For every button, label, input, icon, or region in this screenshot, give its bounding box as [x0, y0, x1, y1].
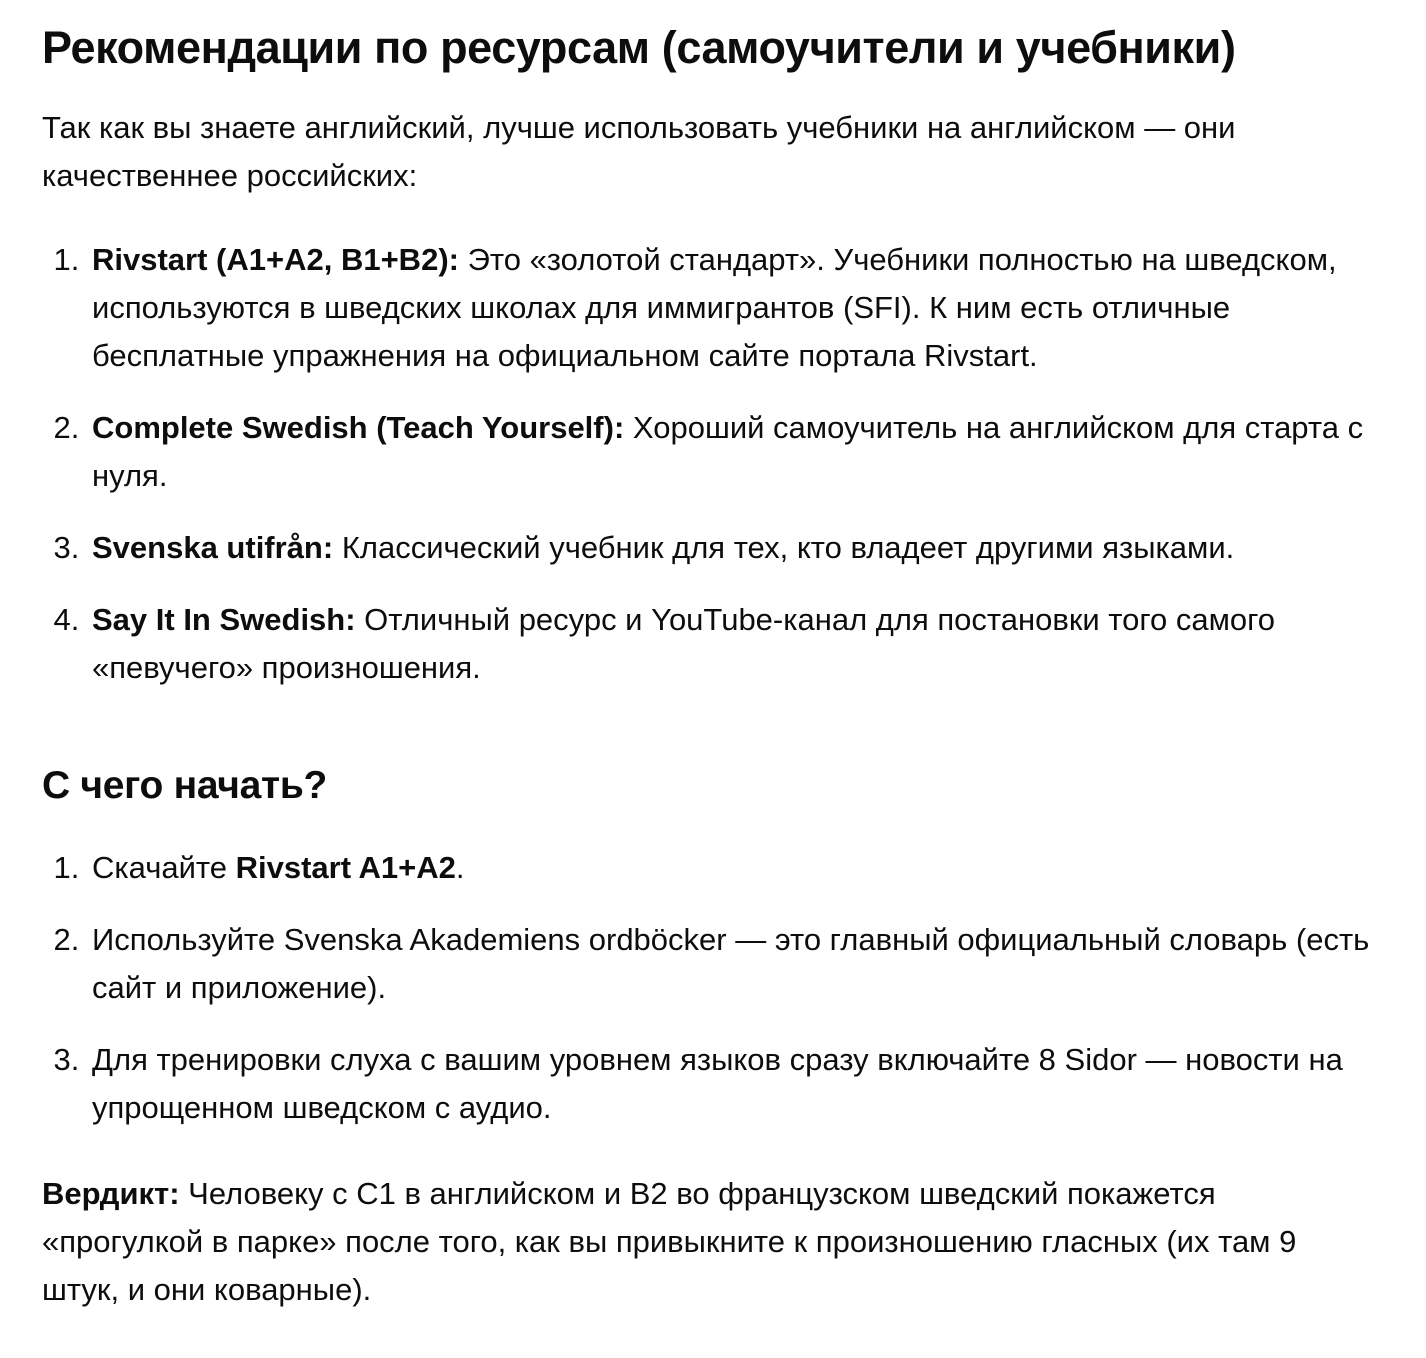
resource-description: Классический учебник для тех, кто владеет другими языками.: [333, 530, 1235, 565]
list-item: [88, 1036, 1380, 1132]
list-item: [88, 524, 1380, 572]
page-title: Рекомендации по ресурсам (самоучители и учебники): [42, 22, 1236, 73]
resource-name: Rivstart (A1+A2, B1+B2):: [92, 242, 459, 277]
step-highlight: Rivstart A1+A2: [235, 850, 456, 885]
verdict-paragraph: [42, 1170, 1380, 1314]
list-item: [88, 844, 1380, 892]
step-text: Для тренировки слуха с вашим уровнем языков сразу включайте 8 Sidor — новости на упрощенном шведском с аудио.: [92, 1042, 1343, 1125]
resource-description: Это «золотой стандарт». Учебники полностью на шведском, используются в шведских школах для иммигрантов (SFI). К ним есть отличные бесплатные упражнения на официальном сайте портала Rivstart.: [92, 242, 1337, 373]
verdict-label: Вердикт:: [42, 1176, 180, 1211]
intro-paragraph: Так как вы знаете английский, лучше использовать учебники на английском — они качественнее российских:: [42, 110, 1236, 193]
start-steps-list: [42, 844, 1380, 1132]
step-text: Используйте Svenska Akademiens ordböcker — это главный официальный словарь (есть сайт и приложение).: [92, 922, 1370, 1005]
section-heading: С чего начать?: [42, 764, 328, 807]
resource-description: Отличный ресурс и YouTube-канал для постановки того самого «певучего» произношения.: [92, 602, 1276, 685]
list-item: [88, 596, 1380, 692]
verdict-text: Человеку с C1 в английском и B2 во французском шведский покажется «прогулкой в парке» после того, как вы привыкните к произношению гласных (их там 9 штук, и они коварные).: [42, 1176, 1297, 1307]
resources-list: [42, 236, 1380, 692]
list-item: [88, 404, 1380, 500]
resource-name: Svenska utifrån:: [92, 530, 334, 565]
resource-description: Хороший самоучитель на английском для старта с нуля.: [92, 410, 1364, 493]
resource-name: Say It In Swedish:: [92, 602, 356, 637]
list-item: [88, 916, 1380, 1012]
step-text: .: [455, 850, 465, 885]
resource-name: Complete Swedish (Teach Yourself):: [92, 410, 625, 445]
step-text: Скачайте: [92, 850, 236, 885]
list-item: [88, 236, 1380, 380]
